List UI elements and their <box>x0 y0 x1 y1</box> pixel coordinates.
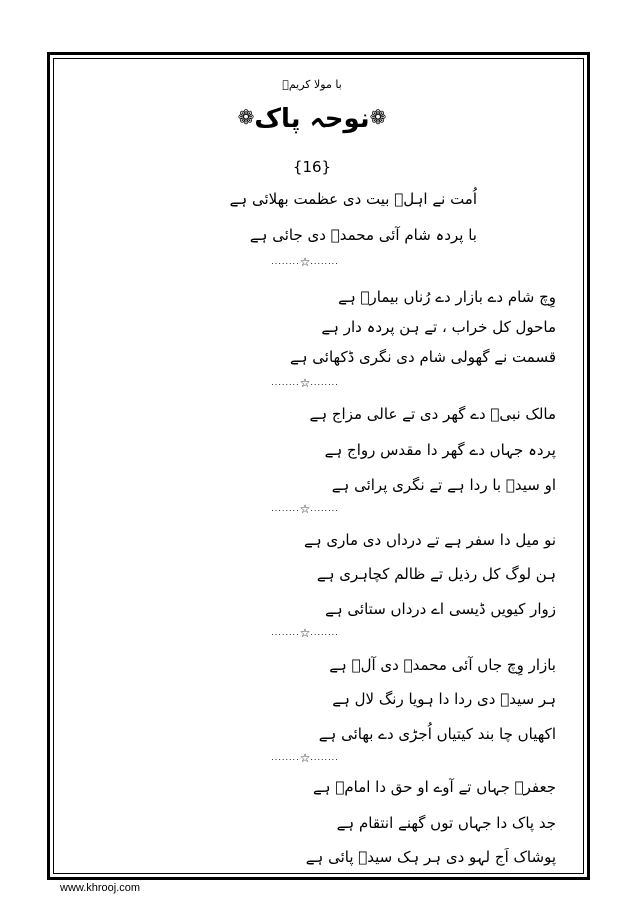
verse-line-13: ہر سیدؑ دی ردا دا ہویا رنگ لال ہے <box>332 690 556 708</box>
star-icon: ☆ <box>299 376 311 390</box>
stanza-separator-4: ........☆........ <box>271 626 339 640</box>
page-title: نوحہ پاک <box>254 104 370 134</box>
title-ornament-left: ❁ <box>237 105 255 129</box>
verse-line-4: ماحول کل خراب ، تے ہن پردہ دار ہے <box>321 318 556 336</box>
verse-line-10: ہن لوگ کل رذیل تے ظالم کچاہری ہے <box>316 565 556 583</box>
verse-line-8: او سیدؑ با ردا ہے تے نگری پرائی ہے <box>331 476 556 494</box>
verse-line-14: اکھیاں چا بند کیتیاں اُجڑی دے بھائی ہے <box>318 725 556 743</box>
poem-number: {16} <box>292 158 332 176</box>
star-icon: ☆ <box>299 255 311 269</box>
verse-line-9: نو میل دا سفر ہے تے درداں دی ماری ہے <box>304 531 556 549</box>
bismillah-heading: با مولا کریمؑ <box>282 78 342 91</box>
star-icon: ☆ <box>299 626 311 640</box>
stanza-separator-1: ........☆........ <box>271 255 339 269</box>
verse-line-12: بازار وِچ جاں آئی محمدؐ دی آلؑ ہے <box>329 656 556 674</box>
stanza-separator-5: ........☆........ <box>271 751 339 765</box>
stanza-separator-3: ........☆........ <box>271 502 339 516</box>
verse-line-17: پوشاک اَج لہو دی ہر ہک سیدؑ پائی ہے <box>305 848 556 866</box>
verse-line-16: جد پاک دا جہاں توں گھنے انتقام ہے <box>336 814 556 832</box>
stanza-separator-2: ........☆........ <box>271 376 339 390</box>
verse-line-2: با پردہ شام آئی محمدؐ دی جائی ہے <box>249 226 477 244</box>
verse-line-11: زوار کیویں ڈیسی اے درداں ستائی ہے <box>325 600 556 618</box>
verse-line-5: قسمت نے گھولی شام دی نگری ڈکھائی ہے <box>289 348 556 366</box>
star-icon: ☆ <box>299 502 311 516</box>
title-block <box>0 104 624 134</box>
star-icon: ☆ <box>299 751 311 765</box>
verse-line-15: جعفرؑ جہاں تے آوے او حق دا امامؑ ہے <box>312 778 556 796</box>
verse-line-1: اُمت نے اہلؑ بیت دی عظمت بھلائی ہے <box>229 190 477 208</box>
title-ornament-right: ❁ <box>369 105 387 129</box>
verse-line-7: پردہ جہاں دے گھر دا مقدس رواج ہے <box>324 441 556 459</box>
footer-website-link[interactable]: www.khrooj.com <box>60 882 141 894</box>
verse-line-3: وِچ شام دے بازار دے رُناں بیمارؑ ہے <box>338 288 556 306</box>
verse-line-6: مالک نبیؐ دے گھر دی تے عالی مزاج ہے <box>309 405 556 423</box>
